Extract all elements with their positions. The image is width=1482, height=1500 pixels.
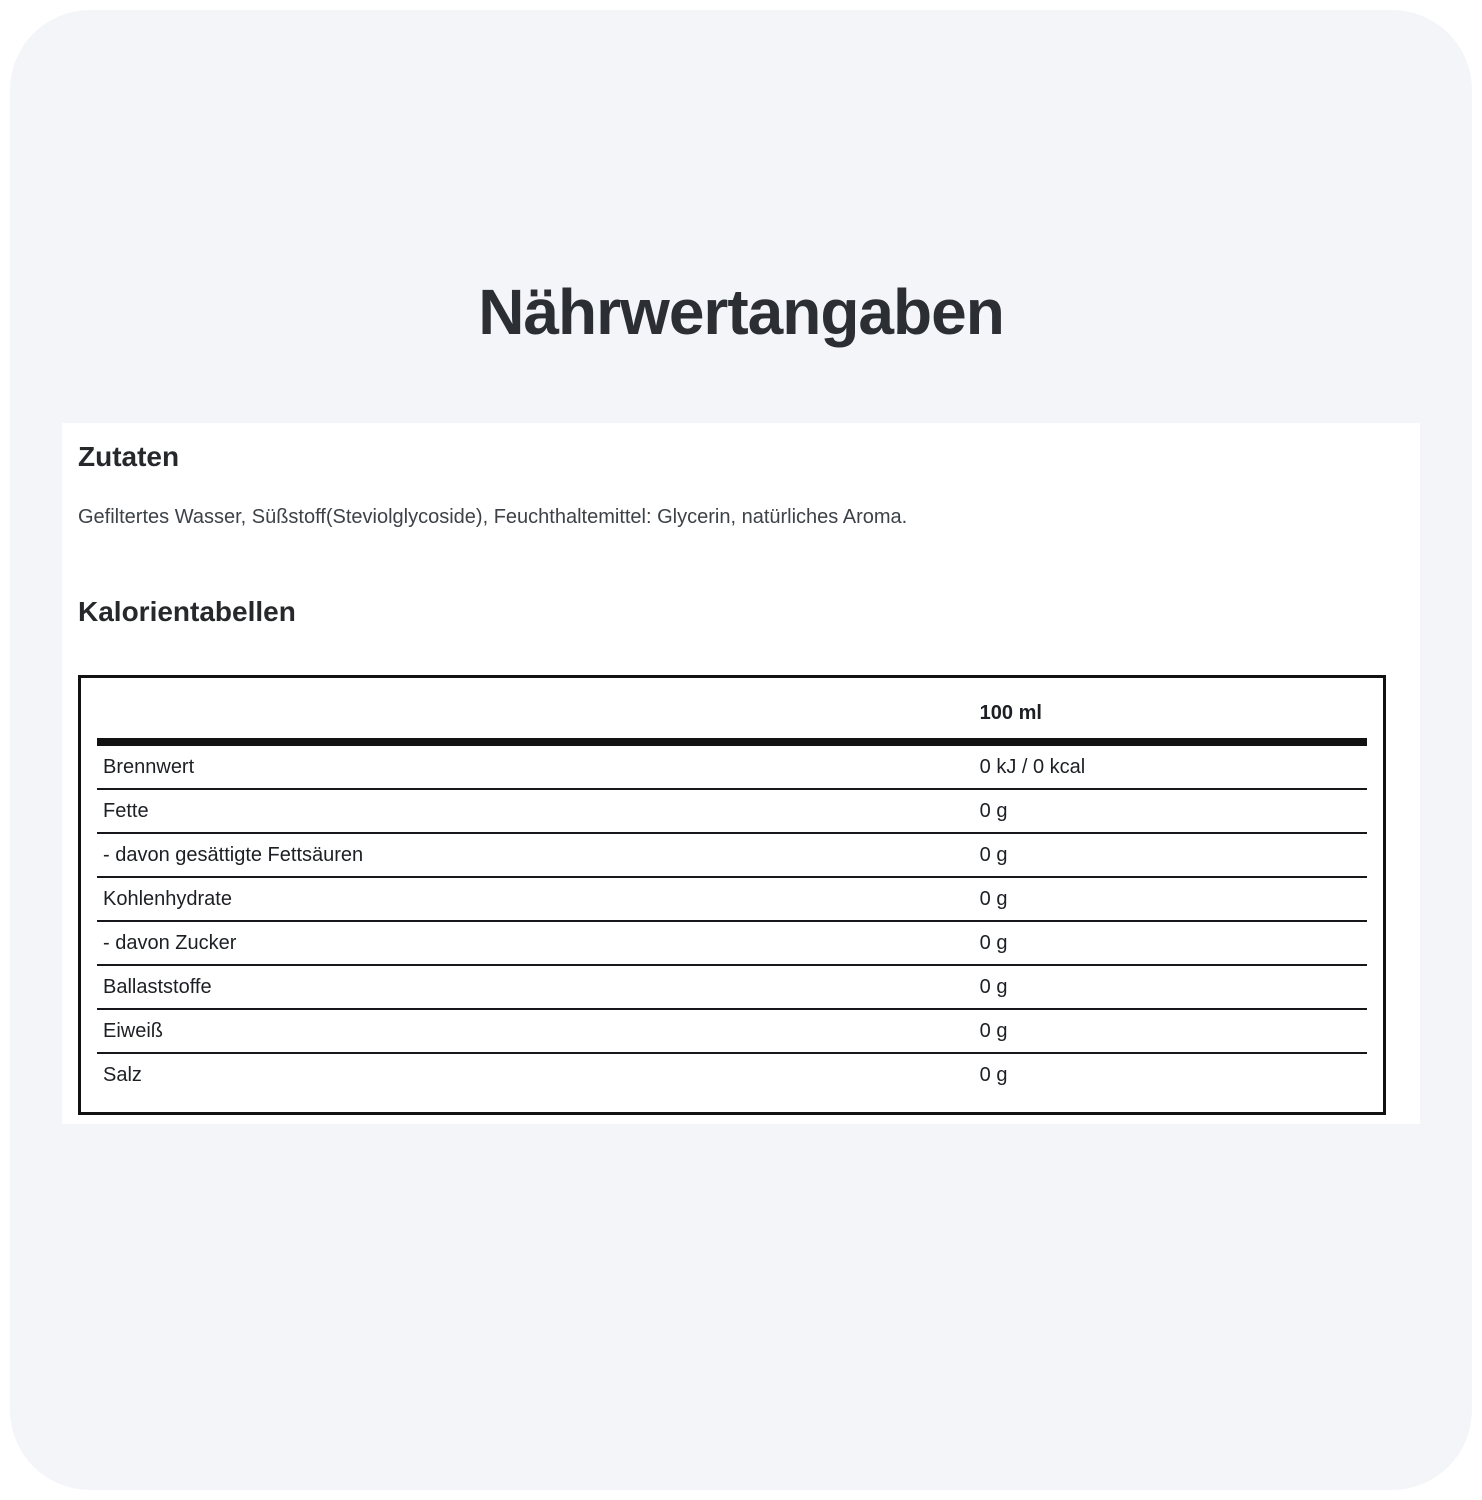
page-title: Nährwertangaben: [478, 275, 1004, 348]
nutrient-label: Fette: [103, 799, 149, 822]
nutrient-value: 0 g: [979, 1064, 1008, 1086]
column-header-100ml: 100 ml: [979, 702, 1042, 724]
nutrient-value: 0 g: [979, 1019, 1008, 1042]
ingredients-text: Gefiltertes Wasser, Süßstoff(Steviolglycoside), Feuchthaltemittel: Glycerin, natürliches Aroma.: [78, 506, 908, 528]
table-row: [97, 1054, 1367, 1112]
table-header-rule: [97, 738, 1367, 746]
table-row: [97, 746, 1367, 790]
nutrient-label: Kohlenhydrate: [103, 887, 232, 910]
nutrient-label: Salz: [103, 1064, 142, 1086]
calorie-table-heading: Kalorientabellen: [78, 596, 296, 627]
nutrient-label: Ballaststoffe: [103, 975, 212, 998]
ingredients-heading: Zutaten: [78, 441, 180, 472]
nutrition-table-header-row: [97, 678, 1367, 738]
nutrient-value: 0 g: [979, 975, 1008, 998]
nutrient-value: 0 g: [979, 843, 1008, 866]
table-row: [97, 790, 1367, 834]
nutrient-label: Eiweiß: [103, 1019, 164, 1042]
nutrient-label: - davon Zucker: [103, 931, 237, 954]
nutrient-label: - davon gesättigte Fettsäuren: [103, 843, 364, 866]
nutrition-panel: [62, 423, 1420, 1124]
nutrient-value: 0 g: [979, 887, 1008, 910]
table-row: [97, 834, 1367, 878]
table-row: [97, 878, 1367, 922]
nutrient-value: 0 g: [979, 799, 1008, 822]
nutrient-value: 0 kJ / 0 kcal: [979, 755, 1086, 778]
nutrient-value: 0 g: [979, 931, 1008, 954]
table-row: [97, 1010, 1367, 1054]
nutrition-table-body: [97, 746, 1367, 1112]
table-row: [97, 966, 1367, 1010]
nutrient-label: Brennwert: [103, 755, 195, 778]
nutrition-table: [78, 675, 1386, 1115]
content-card: [10, 10, 1472, 1490]
table-row: [97, 922, 1367, 966]
